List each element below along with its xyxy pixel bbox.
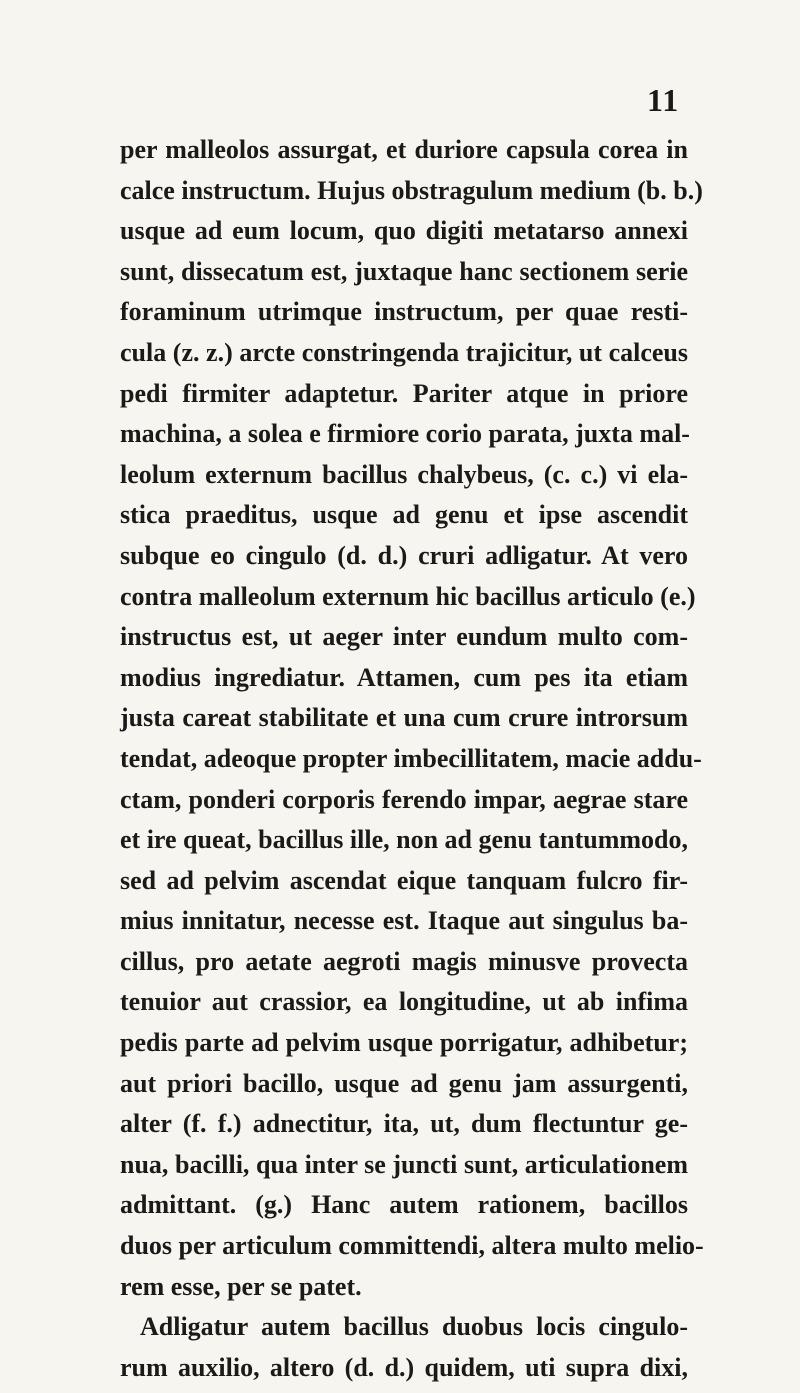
text-line: alter (f. f.) adnectitur, ita, ut, dum flectuntur ge- [120,1109,688,1139]
text-line: calce instructum. Hujus obstragulum medium (b. b.) [120,175,703,205]
text-line: cillus, pro aetate aegroti magis minusve provecta [120,946,688,976]
text-line: machina, a solea e firmiore corio parata, juxta mal- [120,419,690,449]
text-line: duos per articulum committendi, altera multo melio- [120,1231,704,1261]
text-line: mius innitatur, necesse est. Itaque aut singulus ba- [120,906,688,936]
text-line: rum auxilio, altero (d. d.) quidem, uti supra dixi, [120,1352,688,1382]
text-line: aut priori bacillo, usque ad genu jam assurgenti, [120,1068,688,1098]
text-line: et ire queat, bacillus ille, non ad genu tantummodo, [120,825,688,855]
text-line: tenuior aut crassior, ea longitudine, ut ab infima [120,987,688,1017]
text-line: rem esse, per se patet. [120,1271,362,1301]
text-line: cula (z. z.) arcte constringenda trajicitur, ut calceus [120,337,688,367]
text-line: stica praeditus, usque ad genu et ipse ascendit [120,500,688,530]
text-line: foraminum utrimque instructum, per quae resti- [120,297,688,327]
text-line: leolum externum bacillus chalybeus, (c. c.) vi ela- [120,459,688,489]
text-line: instructus est, ut aeger inter eundum multo com- [120,622,688,652]
text-line: sed ad pelvim ascendat eique tanquam fulcro fir- [120,865,688,895]
body-text [120,130,704,1388]
text-line: tendat, adeoque propter imbecillitatem, macie addu- [120,743,702,773]
text-line: usque ad eum locum, quo digiti metatarso annexi [120,216,688,246]
text-line: pedis parte ad pelvim usque porrigatur, adhibetur; [120,1028,688,1058]
text-line: contra malleolum externum hic bacillus articulo (e.) [120,581,696,611]
text-line: sunt, dissecatum est, juxtaque hanc sectionem serie [120,256,688,286]
page-number: 11 [647,82,680,118]
text-line: ctam, ponderi corporis ferendo impar, aegrae stare [120,784,688,814]
text-line: per malleolos assurgat, et duriore capsula corea in [120,135,688,164]
text-line: pedi firmiter adaptetur. Pariter atque in priore [120,378,688,408]
text-line: nua, bacilli, qua inter se juncti sunt, articulationem [120,1149,688,1179]
text-line: Adligatur autem bacillus duobus locis cingulo- [140,1312,688,1342]
text-line: modius ingrediatur. Attamen, cum pes ita etiam [120,662,688,692]
text-line: admittant. (g.) Hanc autem rationem, bacillos [120,1190,688,1220]
text-line: subque eo cingulo (d. d.) cruri adligatur. At vero [120,540,688,570]
text-line: justa careat stabilitate et una cum crure introrsum [120,703,688,733]
